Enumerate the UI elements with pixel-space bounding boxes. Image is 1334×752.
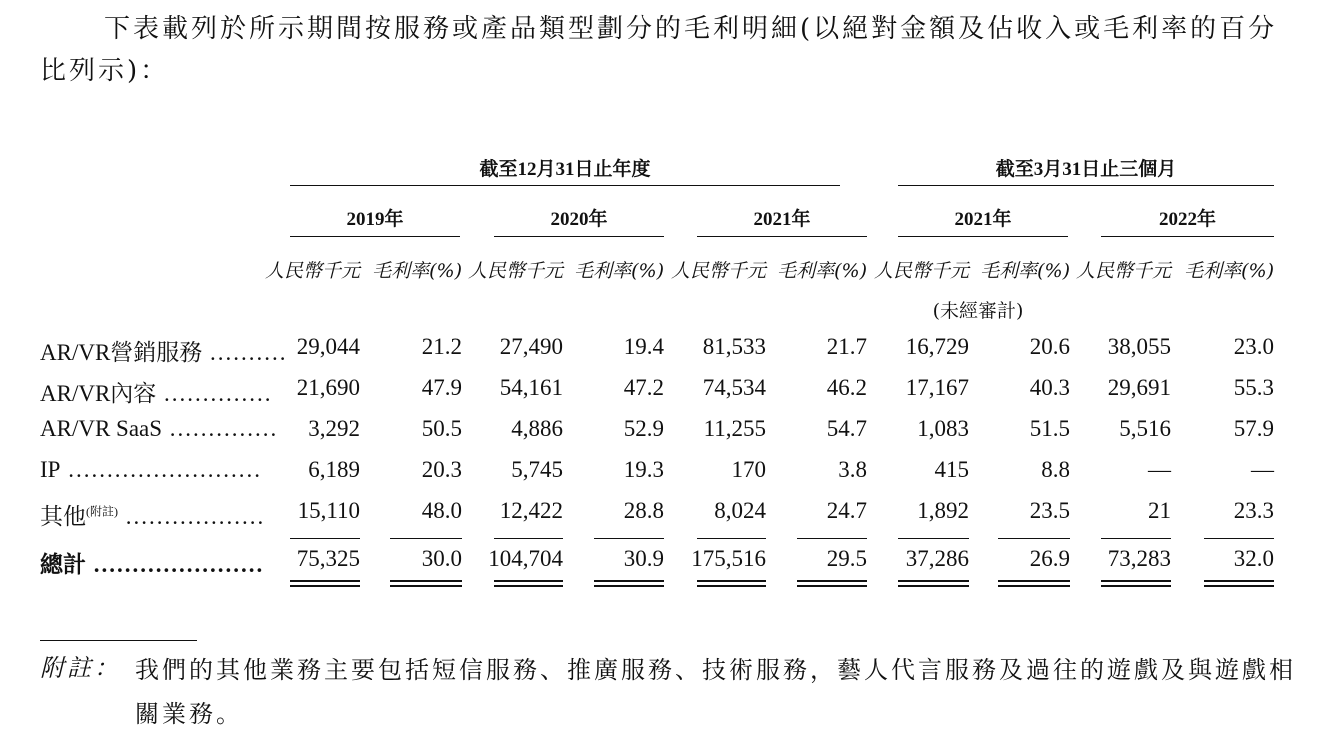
- year-rule: [898, 236, 1068, 237]
- table-row-cell: 23.0: [1233, 334, 1274, 359]
- unit-rmb-label: 人民幣千元: [264, 260, 360, 282]
- table-row-cell: 20.6: [1029, 334, 1070, 359]
- total-label: 總計 ......................: [40, 552, 265, 577]
- subtotal-rule: [697, 538, 766, 539]
- table-row-cell: 21,690: [296, 375, 360, 400]
- table-row-cell: 17,167: [905, 375, 969, 400]
- table-row-cell: 46.2: [826, 375, 867, 400]
- total-row-cell: 104,704: [488, 546, 563, 571]
- table-row-cell: —: [1251, 457, 1274, 482]
- unaudited-note: (未經審計): [932, 300, 1024, 322]
- row-label: AR/VR營銷服務 ..........: [40, 340, 288, 365]
- total-double-rule: [998, 580, 1070, 587]
- footnote-label: 附註：: [40, 654, 121, 682]
- table-row-cell: 48.0: [421, 498, 462, 523]
- total-double-rule: [494, 580, 563, 587]
- table-row-cell: 23.5: [1029, 498, 1070, 523]
- year-rule: [494, 236, 664, 237]
- footnote-rule: [40, 640, 197, 641]
- total-row-cell: 30.0: [421, 546, 462, 571]
- subtotal-rule: [390, 538, 462, 539]
- table-row-cell: 19.4: [623, 334, 664, 359]
- table-row-cell: 38,055: [1107, 334, 1171, 359]
- unit-margin-label: 毛利率(%): [1184, 260, 1274, 282]
- table-row-cell: 24.7: [826, 498, 867, 523]
- table-row-cell: 54,161: [499, 375, 563, 400]
- subtotal-rule: [494, 538, 563, 539]
- unit-rmb-label: 人民幣千元: [467, 260, 563, 282]
- total-double-rule: [1204, 580, 1274, 587]
- table-row-cell: —: [1148, 457, 1171, 482]
- unit-rmb-label: 人民幣千元: [1075, 260, 1171, 282]
- year-2022-q: 2022年: [1158, 209, 1216, 230]
- table-row-cell: 21.7: [826, 334, 867, 359]
- table-row-cell: 415: [934, 457, 969, 482]
- unit-margin-label: 毛利率(%): [777, 260, 867, 282]
- unit-rmb-label: 人民幣千元: [670, 260, 766, 282]
- table-row-cell: 40.3: [1029, 375, 1070, 400]
- total-row-cell: 26.9: [1029, 546, 1070, 571]
- total-row-cell: 75,325: [296, 546, 360, 571]
- table-row-cell: 1,892: [917, 498, 969, 523]
- intro-paragraph: 下表載列於所示期間按服務或產品類型劃分的毛利明細(以絕對金額及佔收入或毛利率的百分比列示)：: [40, 14, 1278, 86]
- table-row-cell: 8.8: [1041, 457, 1070, 482]
- total-double-rule: [290, 580, 360, 587]
- subtotal-rule: [898, 538, 969, 539]
- year-rule: [290, 236, 460, 237]
- table-row-cell: 47.2: [623, 375, 664, 400]
- year-2020: 2020年: [550, 209, 608, 230]
- total-double-rule: [594, 580, 664, 587]
- total-row-cell: 37,286: [905, 546, 969, 571]
- table-row-cell: 55.3: [1233, 375, 1274, 400]
- total-double-rule: [797, 580, 867, 587]
- table-row-cell: 5,516: [1119, 416, 1171, 441]
- subtotal-rule: [1204, 538, 1274, 539]
- year-2021: 2021年: [753, 209, 811, 230]
- year-2021-q: 2021年: [954, 209, 1012, 230]
- table-row-cell: 50.5: [421, 416, 462, 441]
- table-row-cell: 170: [731, 457, 766, 482]
- total-row-cell: 73,283: [1107, 546, 1171, 571]
- subtotal-rule: [594, 538, 664, 539]
- table-row-cell: 54.7: [826, 416, 867, 441]
- table-row-cell: 6,189: [308, 457, 360, 482]
- table-row-cell: 57.9: [1233, 416, 1274, 441]
- table-row-cell: 8,024: [714, 498, 766, 523]
- group-rule-quarter: [898, 185, 1274, 186]
- total-double-rule: [390, 580, 462, 587]
- total-double-rule: [898, 580, 969, 587]
- table-row-cell: 21.2: [421, 334, 462, 359]
- table-row-cell: 74,534: [702, 375, 766, 400]
- total-row-cell: 175,516: [691, 546, 766, 571]
- total-row-cell: 30.9: [623, 546, 664, 571]
- footnote-text: 我們的其他業務主要包括短信服務、推廣服務、技術服務，藝人代言服務及過往的遊戲及與遊戲相關業務。: [135, 656, 1296, 728]
- table-row-cell: 11,255: [703, 416, 766, 441]
- table-row-cell: 47.9: [421, 375, 462, 400]
- table-row-cell: 3,292: [308, 416, 360, 441]
- year-rule: [697, 236, 867, 237]
- row-label: AR/VR SaaS ..............: [40, 416, 279, 441]
- table-row-cell: 27,490: [499, 334, 563, 359]
- year-rule: [1101, 236, 1274, 237]
- unit-margin-label: 毛利率(%): [574, 260, 664, 282]
- subtotal-rule: [290, 538, 360, 539]
- total-row-cell: 29.5: [826, 546, 867, 571]
- table-row-cell: 16,729: [905, 334, 969, 359]
- unit-margin-label: 毛利率(%): [980, 260, 1070, 282]
- year-2019: 2019年: [346, 209, 404, 230]
- table-row-cell: 29,044: [296, 334, 360, 359]
- subtotal-rule: [1101, 538, 1171, 539]
- table-row-cell: 3.8: [838, 457, 867, 482]
- group-header-quarter: 截至3月31日止三個月: [995, 159, 1177, 180]
- table-row-cell: 4,886: [511, 416, 563, 441]
- unit-rmb-label: 人民幣千元: [873, 260, 969, 282]
- table-row-cell: 51.5: [1029, 416, 1070, 441]
- unit-margin-label: 毛利率(%): [372, 260, 462, 282]
- row-label: IP .........................: [40, 457, 262, 482]
- group-header-annual: 截至12月31日止年度: [479, 159, 651, 180]
- row-label: AR/VR內容 ..............: [40, 381, 273, 406]
- table-row-cell: 29,691: [1107, 375, 1171, 400]
- table-row-cell: 20.3: [421, 457, 462, 482]
- subtotal-rule: [998, 538, 1070, 539]
- group-rule-annual: [290, 185, 840, 186]
- table-row-cell: 23.3: [1233, 498, 1274, 523]
- table-row-cell: 19.3: [623, 457, 664, 482]
- table-row-cell: 1,083: [917, 416, 969, 441]
- total-double-rule: [1101, 580, 1171, 587]
- table-row-cell: 5,745: [511, 457, 563, 482]
- row-label: 其他$^{(附註)}$ ..................: [40, 504, 266, 529]
- table-row-cell: 52.9: [623, 416, 664, 441]
- subtotal-rule: [797, 538, 867, 539]
- table-row-cell: 21: [1148, 498, 1171, 523]
- table-row-cell: 28.8: [623, 498, 664, 523]
- table-row-cell: 81,533: [702, 334, 766, 359]
- total-row-cell: 32.0: [1233, 546, 1274, 571]
- total-double-rule: [697, 580, 766, 587]
- table-row-cell: 12,422: [499, 498, 563, 523]
- footnote-marker: (附註): [86, 504, 118, 519]
- table-row-cell: 15,110: [297, 498, 360, 523]
